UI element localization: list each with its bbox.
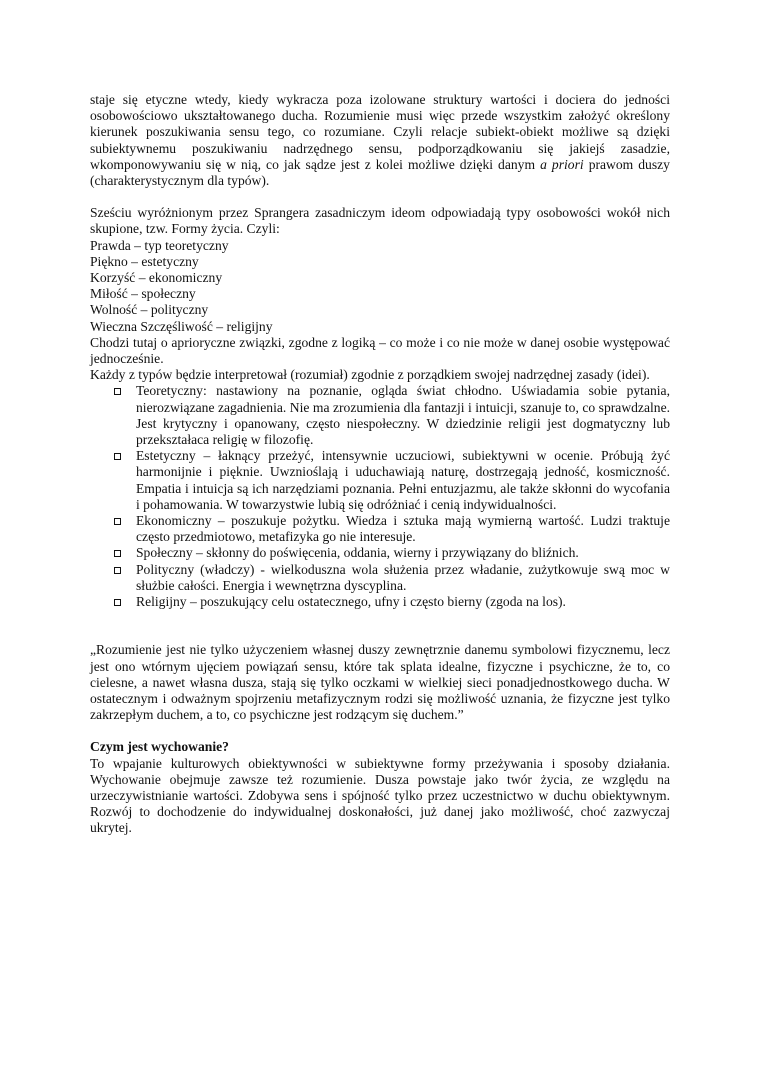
list-item: Estetyczny – łaknący przeżyć, intensywnie uczuciowi, subiektywni w ocenie. Próbują żyć harmonijnie i pięknie. Uwznioślają i uduchawiają naturę, dostrzegają jedność, kosmiczność. Empatia i intuicja są ich narzędziami poznania. Pełni entuzjazmu, ale także skłonni do wycofania i pohamowania. W towarzystwie lubią się odróżniać i cenią indywidualności. — [136, 448, 670, 513]
apriori-paragraph: Chodzi tutaj o aprioryczne związki, zgodne z logiką – co może i co nie może w danej osobie występować jednocześnie. — [90, 334, 670, 367]
intro-paragraph: staje się etyczne wtedy, kiedy wykracza poza izolowane struktury wartości i dociera do jedności osobowościowo ukształtowanego ducha. Rozumienie musi więc przede wszystkim założyć określony kierunek poszukiwania sensu tego, co rozumiane. Czyli relacje subiekt-obiekt możliwe są dzięki subiektywnemu poszukiwaniu nadrzędnego sensu, podporządkowaniu się jakiejś zasadzie, wkomponowywaniu się w nią, co jak sądze jest z kolei możliwe dzięki danym a priori prawom duszy (charakterystycznym dla typów). — [90, 92, 670, 189]
list-item: Ekonomiczny – poszukuje pożytku. Wiedza i sztuka mają wymierną wartość. Ludzi traktuje często przedmiotowo, metafizyka go nie interesuje. — [136, 513, 670, 545]
square-bullet-icon — [114, 518, 121, 525]
upbringing-paragraph: To wpajanie kulturowych obiektywności w subiektywne formy przeżywania i sposoby działania. Wychowanie obejmuje zawsze też rozumienie. Dusza powstaje jako twór życia, ze względu na urzeczywistnianie wartości. Zdobywa sens i spójność tylko przez uczestnictwo w duchu obiektywnym. Rozwój to dochodzenie do indywidualnej doskonałości, już danej jako możliwość, choć zazwyczaj ukrytej. — [90, 755, 670, 836]
personality-types-list — [90, 383, 670, 610]
document-page — [90, 92, 670, 837]
italic-term: a priori — [540, 156, 584, 172]
list-item: Religijny – poszukujący celu ostatecznego, ufny i często bierny (zgoda na los). — [136, 594, 670, 610]
list-item: Teoretyczny: nastawiony na poznanie, ogląda świat chłodno. Uświadamia sobie pytania, nierozwiązane zagadnienia. Nie ma zrozumienia dla fantazji i intuicji, szanuje to, co sprawdzalne. Jest krytyczny i opanowany, często niespołeczny. W dziedzinie religii jest dogmatyczny lub przekształaca religię w filozofię. — [136, 383, 670, 448]
idea-line: Piękno – estetyczny — [90, 253, 199, 269]
ideas-intro-paragraph: Sześciu wyróżnionym przez Sprangera zasadniczym ideom odpowiadają typy osobowości wokół nich skupione, tzw. Formy życia. Czyli: — [90, 205, 670, 237]
square-bullet-icon — [114, 550, 121, 557]
square-bullet-icon — [114, 599, 121, 606]
list-item: Polityczny (władczy) - wielkoduszna wola służenia przez władanie, zużytkowuje swą moc w służbie całości. Energia i wewnętrzna dyscyplina. — [136, 562, 670, 594]
idea-line: Wieczna Szczęśliwość – religijny — [90, 318, 273, 334]
section-heading: Czym jest wychowanie? — [90, 739, 229, 755]
interpretation-paragraph: Każdy z typów będzie interpretował (rozumiał) zgodnie z porządkiem swojej nadrzędnej zasady (idei). — [90, 367, 650, 383]
square-bullet-icon — [114, 453, 121, 460]
idea-line: Korzyść – ekonomiczny — [90, 270, 223, 286]
list-item: Społeczny – skłonny do poświęcenia, oddania, wierny i przywiązany do bliźnich. — [136, 545, 670, 561]
idea-line: Wolność – polityczny — [90, 302, 209, 318]
idea-line: Miłość – społeczny — [90, 286, 196, 302]
square-bullet-icon — [114, 567, 121, 574]
idea-line: Prawda – typ teoretyczny — [90, 237, 229, 253]
quote-paragraph: „Rozumienie jest nie tylko użyczeniem własnej duszy zewnętrznie danemu symbolowi fizycznemu, lecz jest ono wtórnym ujęciem powiązań sensu, które tak splata idealne, fizyczne i psychiczne, że to, co cielesne, a nawet własna dusza, stają się tylko oczkami w wielkiej sieci ponadjednostkowego ducha. W ostatecznym i odważnym spojrzeniu metafizycznym rodzi się możliwość uznania, że fizyczne jest tylko zakrzepłym duchem, a to, co psychiczne jest rodzącym się duchem.” — [90, 642, 670, 723]
square-bullet-icon — [114, 388, 121, 395]
